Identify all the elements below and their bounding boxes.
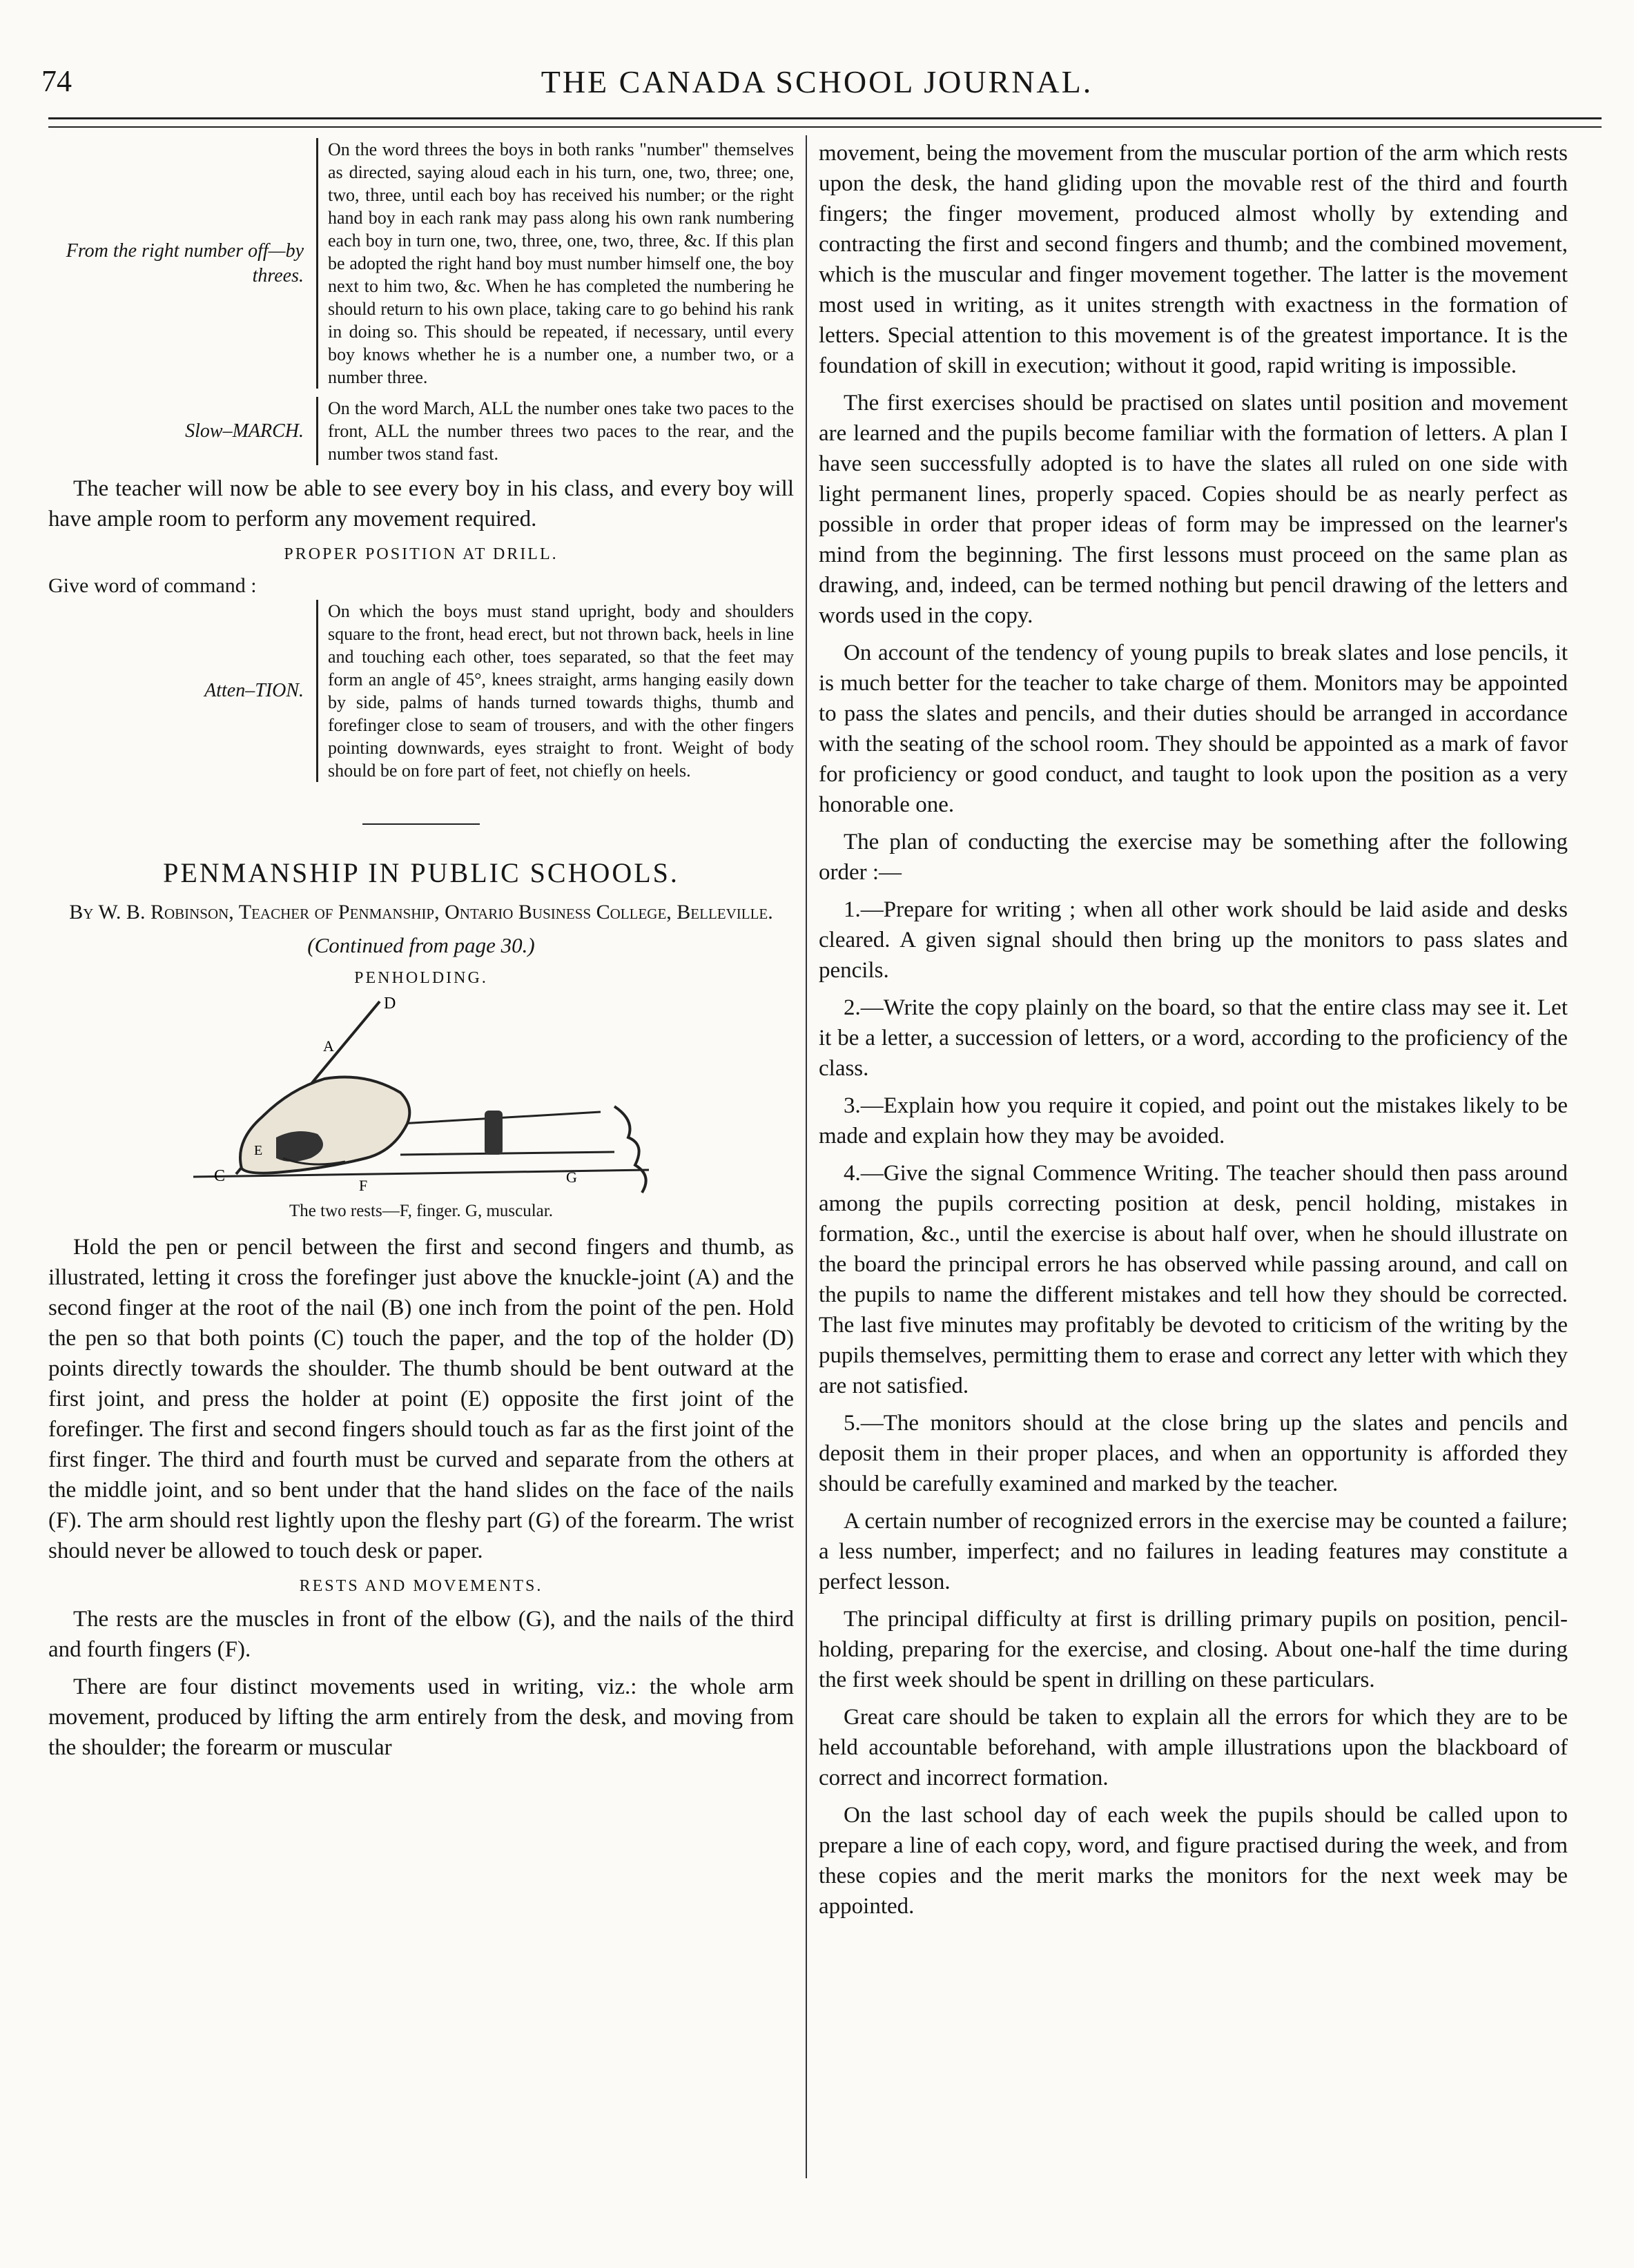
figure-letter-c: C [214, 1167, 226, 1185]
paragraph: The first exercises should be practised on slates until position and movement are learned and the pupils become familiar with the formation of letters. A plan I have seen successfully adopted is to have the slates all ruled on one side with light permanent lines, properly spaced. Copies should be as nearly perfect as possible in order that proper ideas of form may be impressed on the learner's mind from the beginning. The first lessons must proceed on the same plan as drawing, and, indeed, can be termed nothing but pencil drawing of the letters and words used in the copy. [819, 391, 1568, 628]
page-number: 74 [41, 64, 72, 98]
figure-letter-d: D [384, 996, 396, 1013]
figure-letter-a: A [323, 1037, 334, 1055]
paragraph: The teacher will now be able to see every boy in his class, and every boy will have ample room to perform any movement required. [48, 476, 794, 531]
section-heading: RESTS AND MOVEMENTS. [299, 1577, 543, 1595]
header-rule [48, 117, 1602, 119]
article-title: PENMANSHIP IN PUBLIC SCHOOLS. [163, 857, 679, 888]
paragraph: There are four distinct movements used in writing, viz.: the whole arm movement, produced by lifting the arm entirely from the desk, and moving from the shoulder; the forearm or muscular [48, 1674, 794, 1760]
command-intro: Give word of command : [48, 574, 257, 597]
drill-attention [48, 600, 794, 782]
drill-label: From the right number off—by threes. [66, 239, 304, 286]
list-item: 3.—Explain how you require it copied, and point out the mistakes likely to be made and explain how they may be avoided. [819, 1093, 1568, 1148]
list-item: 4.—Give the signal Commence Writing. The teacher should then pass around among the pupils correcting position at desk, pencil holding, mistakes in formation, &c., until the exercise is about half over, when he should illustrate on the board the principal errors he has observed while passing around, and call on the pupils to name the different mistakes and tell how they should be corrected. The last five minutes may profitably be devoted to criticism of the writing by the pupils themselves, permitting them to erase and correct any letter with which they are not satisfied. [819, 1161, 1568, 1398]
drill-threes [48, 138, 794, 389]
command-intro-row [48, 572, 794, 600]
continued-note: (Continued from page 30.) [307, 933, 535, 957]
hand-illustration [173, 996, 670, 1196]
drill-label: Slow–MARCH. [185, 420, 304, 442]
drill-slow-march [48, 397, 794, 465]
figure-letter-f: F [359, 1177, 368, 1194]
left-column [48, 138, 794, 1770]
header-rule-thin [48, 126, 1602, 128]
paragraph: Hold the pen or pencil between the first and second fingers and thumb, as illustrated, letting it cross the forefinger just above the knuckle-joint (A) and the second finger at the root of the nail (B) one inch from the point of the pen. Hold the pen so that both points (C) touch the paper, and the top of the holder (D) points directly towards the shoulder. The thumb should be bent outward at the first joint, and press the holder at point (E) opposite the first joint of the forefinger. The first and second fingers should touch as far as the first joint of the first finger. The third and fourth must be curved and separate from the others at the middle joint, and so bent under that the hand slides on the face of the nails (F). The arm should rest lightly upon the fleshy part (G) of the forearm. The wrist should never be allowed to touch desk or paper. [48, 1235, 794, 1563]
list-item: 5.—The monitors should at the close bring up the slates and pencils and deposit them in their proper places, and when an opportunity is afforded they should be carefully examined and marked by the teacher. [819, 1411, 1568, 1496]
column-divider [806, 135, 807, 2178]
journal-title: THE CANADA SCHOOL JOURNAL. [541, 64, 1093, 99]
figure-caption: The two rests—F, finger. G, muscular. [289, 1202, 553, 1220]
paragraph: A certain number of recognized errors in the exercise may be counted a failure; a less number, imperfect; and no failures in leading features may constitute a perfect lesson. [819, 1509, 1568, 1594]
section-heading: PENHOLDING. [354, 969, 488, 987]
figure-letter-g: G [566, 1169, 577, 1186]
paragraph: The plan of conducting the exercise may be something after the following order :— [819, 830, 1568, 885]
byline: By W. B. Robinson, Teacher of Penmanship, Ontario Business College, Belleville. [69, 901, 773, 923]
list-item: 2.—Write the copy plainly on the board, so that the entire class may see it. Let it be a letter, a succession of letters, or a word, according to the proficiency of the class. [819, 995, 1568, 1081]
figure-letter-e: E [254, 1143, 263, 1158]
drill-text: On which the boys must stand upright, body and shoulders square to the front, head erect, but not thrown back, heels in line and touching each other, toes separated, so that the feet may form an angle of 45°, knees straight, arms hanging easily down by side, palms of hands turned towards thighs, thumb and forefinger close to seam of trousers, and with the other fingers pointing downwards, eyes straight to front. Weight of body should be on fore part of feet, not chiefly on heels. [316, 600, 794, 782]
paragraph: On account of the tendency of young pupils to break slates and lose pencils, it is much better for the teacher to take charge of them. Monitors may be appointed to pass the slates and pencils, and their duties should be arranged in accordance with the seating of the school room. They should be appointed as a mark of favor for proficiency or good conduct, and taught to look upon the position as a very honorable one. [819, 641, 1568, 817]
right-column [819, 138, 1568, 1928]
list-item: 1.—Prepare for writing ; when all other work should be laid aside and desks cleared. A given signal should then bring up the monitors to pass slates and pencils. [819, 897, 1568, 983]
drill-text: On the word threes the boys in both ranks "number" themselves as directed, saying aloud each in his turn, one, two, three; one, two, three, until each boy has received his number; or the right hand boy in each rank may pass along his own rank numbering each boy in turn one, two, three, one, two, three, &c. If this plan be adopted the right hand boy must number himself one, the boy next to him two, &c. When he has completed the numbering he should return to his own place, taking care to go behind his rank in doing so. This should be repeated, if necessary, until every boy knows whether he is a number one, a number two, or a number three. [316, 138, 794, 389]
section-divider [362, 823, 480, 825]
paragraph: The principal difficulty at first is drilling primary pupils on position, pencil-holding, preparing for the exercise, and closing. About one-half the time during the first week should be spent in drilling on these particulars. [819, 1607, 1568, 1692]
paragraph: movement, being the movement from the muscular portion of the arm which rests upon the desk, the hand gliding upon the movable rest of the third and fourth fingers; the finger movement, produced almost wholly by extending and contracting the first and second fingers and thumb; and the combined movement, which is the muscular and finger movement together. The latter is the movement most used in writing, as it unites strength with exactness in the formation of letters. Special attention to this movement is of the greatest importance. It is the foundation of skill in execution; without it good, rapid writing is impossible. [819, 141, 1568, 378]
paragraph: The rests are the muscles in front of the elbow (G), and the nails of the third and fourth fingers (F). [48, 1607, 794, 1662]
section-heading: PROPER POSITION AT DRILL. [284, 545, 558, 563]
paragraph: On the last school day of each week the pupils should be called upon to prepare a line of each copy, word, and figure practised during the week, and from these copies and the merit marks the monitors for the next week may be appointed. [819, 1803, 1568, 1919]
drill-label: Atten–TION. [204, 680, 304, 701]
penholding-figure [48, 996, 794, 1196]
drill-text: On the word March, ALL the number ones take two paces to the front, ALL the number threes two paces to the rear, and the number twos stand fast. [316, 397, 794, 465]
running-head [41, 63, 1593, 112]
paragraph: Great care should be taken to explain all the errors for which they are to be held accountable beforehand, with ample illustrations upon the blackboard of correct and incorrect formation. [819, 1705, 1568, 1790]
